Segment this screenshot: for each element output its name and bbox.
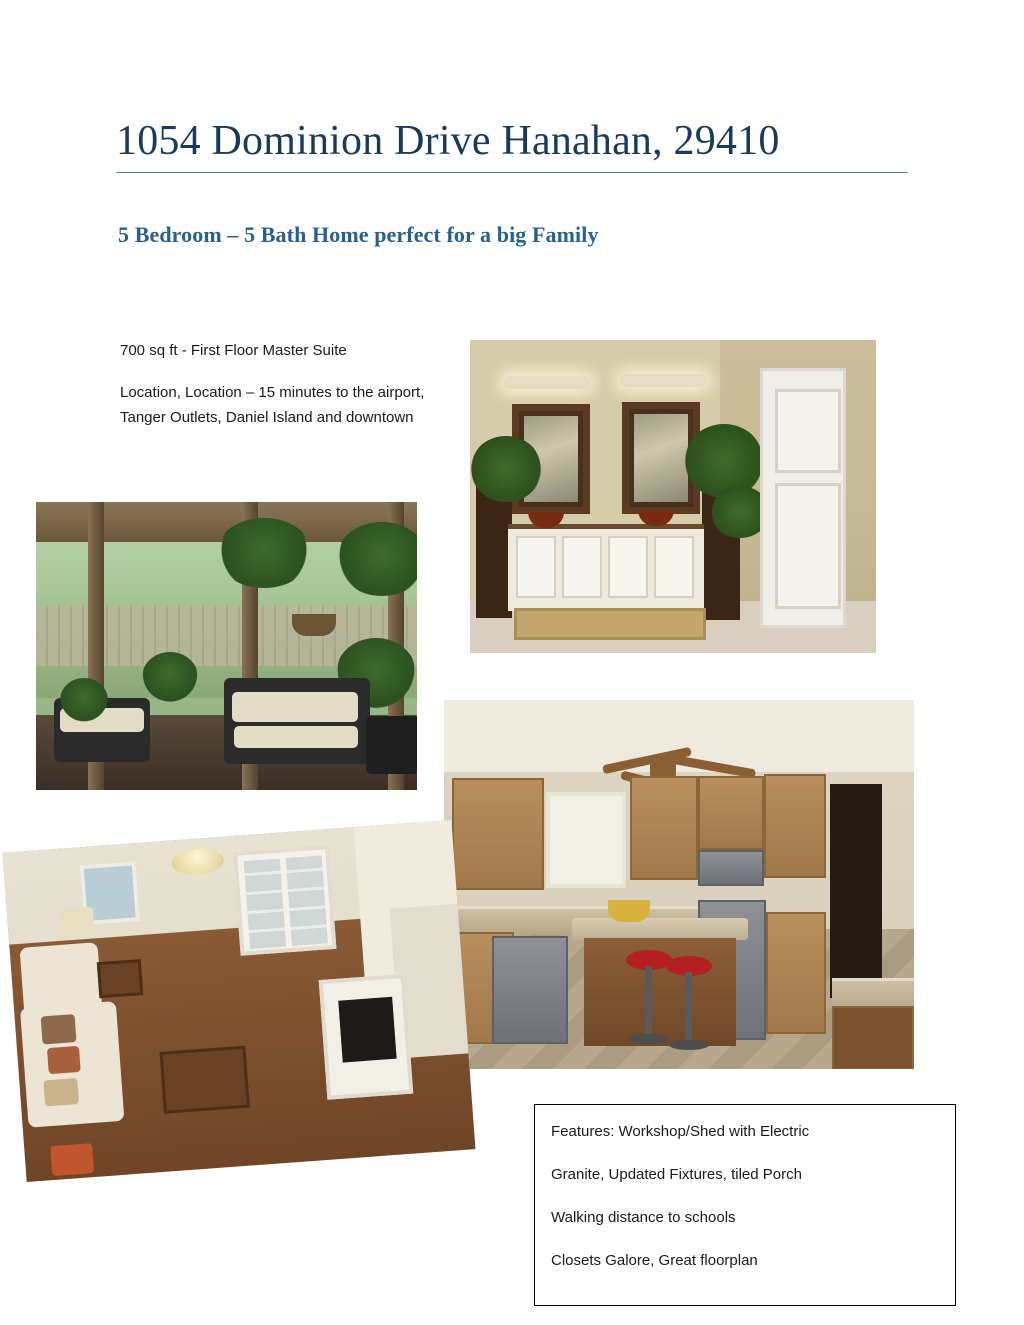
kitchen-window: [546, 792, 626, 888]
porch-sofa-back-cushion: [232, 692, 358, 722]
kitchen-bar-stool-2-leg: [685, 972, 692, 1042]
bathroom-light-right: [620, 374, 706, 387]
kitchen-bar-stool-1-leg: [645, 966, 652, 1036]
bathroom-cabinet-door-4: [654, 536, 694, 598]
door-panel-top: [775, 389, 841, 473]
living-room-side-table: [97, 959, 144, 998]
feature-line-3: Walking distance to schools: [551, 1209, 736, 1226]
title-divider: [116, 172, 908, 173]
title-block: [116, 116, 908, 173]
living-room-photo: [3, 820, 476, 1182]
living-room-floor-lamp: [59, 906, 95, 938]
feature-line-1: Features: Workshop/Shed with Electric: [551, 1123, 810, 1140]
bathroom-door: [760, 368, 846, 628]
living-room-coffee-table: [160, 1046, 250, 1114]
kitchen-island-countertop: [572, 918, 748, 940]
porch-hanging-basket: [292, 614, 336, 636]
mirror-glass: [634, 414, 688, 502]
bathroom-cabinet-door-1: [516, 536, 556, 598]
subtitle: 5 Bedroom – 5 Bath Home perfect for a big Family: [118, 222, 599, 247]
living-room-ottoman: [50, 1143, 94, 1176]
french-door-glass-left: [244, 859, 286, 949]
kitchen-microwave: [698, 850, 764, 886]
door-panel-bottom: [775, 483, 841, 609]
feature-line-2: Granite, Updated Fixtures, tiled Porch: [551, 1166, 802, 1183]
porch-sofa-seat-cushion: [234, 726, 358, 748]
living-room-photo-frame: [14, 836, 470, 1196]
kitchen-bar-stool-1-base: [629, 1034, 669, 1044]
kitchen-bar-stool-2-base: [669, 1040, 709, 1050]
kitchen-doorway: [830, 784, 882, 998]
kitchen-fruit-bowl: [608, 900, 650, 922]
porch-hanging-fern-2: [336, 522, 417, 596]
bathroom-light-left: [504, 376, 590, 389]
bathroom-cabinet-door-2: [562, 536, 602, 598]
french-door-glass-right: [286, 856, 328, 946]
page-title: 1054 Dominion Drive Hanahan, 29410: [116, 118, 780, 164]
bathroom-rug: [514, 608, 706, 640]
features-box: [534, 1104, 956, 1306]
living-room-pillow-3: [43, 1078, 79, 1106]
paragraph-square-footage: 700 sq ft - First Floor Master Suite: [120, 342, 347, 359]
bathroom-plant-right: [684, 424, 764, 498]
bathroom-photo: [470, 340, 876, 653]
kitchen-base-cabinet-right: [766, 912, 826, 1034]
kitchen-dishwasher: [492, 936, 568, 1044]
porch-hanging-fern-1: [216, 518, 312, 588]
living-room-french-doors: [233, 845, 336, 956]
feature-line-4: Closets Galore, Great floorplan: [551, 1252, 758, 1269]
screened-porch-photo: [36, 502, 417, 790]
kitchen-upper-cabinet-mid-2: [698, 776, 764, 850]
living-room-pillow-2: [47, 1046, 81, 1074]
bathroom-plant-left: [470, 436, 542, 502]
kitchen-photo: [444, 700, 914, 1069]
porch-potted-plant: [60, 678, 108, 722]
paragraph-location: Location, Location – 15 minutes to the airport, Tanger Outlets, Daniel Island and downtown: [120, 384, 425, 426]
living-room-firebox: [338, 997, 396, 1063]
bathroom-cabinet-door-3: [608, 536, 648, 598]
living-room-fireplace: [319, 974, 414, 1100]
kitchen-upper-cabinet-right: [764, 774, 826, 878]
kitchen-upper-cabinet-mid-1: [630, 776, 698, 880]
porch-side-table: [366, 716, 417, 774]
porch-hanging-plant-4: [142, 652, 198, 702]
kitchen-far-base-cabinet: [832, 1006, 914, 1069]
living-room-pillow-1: [41, 1014, 77, 1044]
